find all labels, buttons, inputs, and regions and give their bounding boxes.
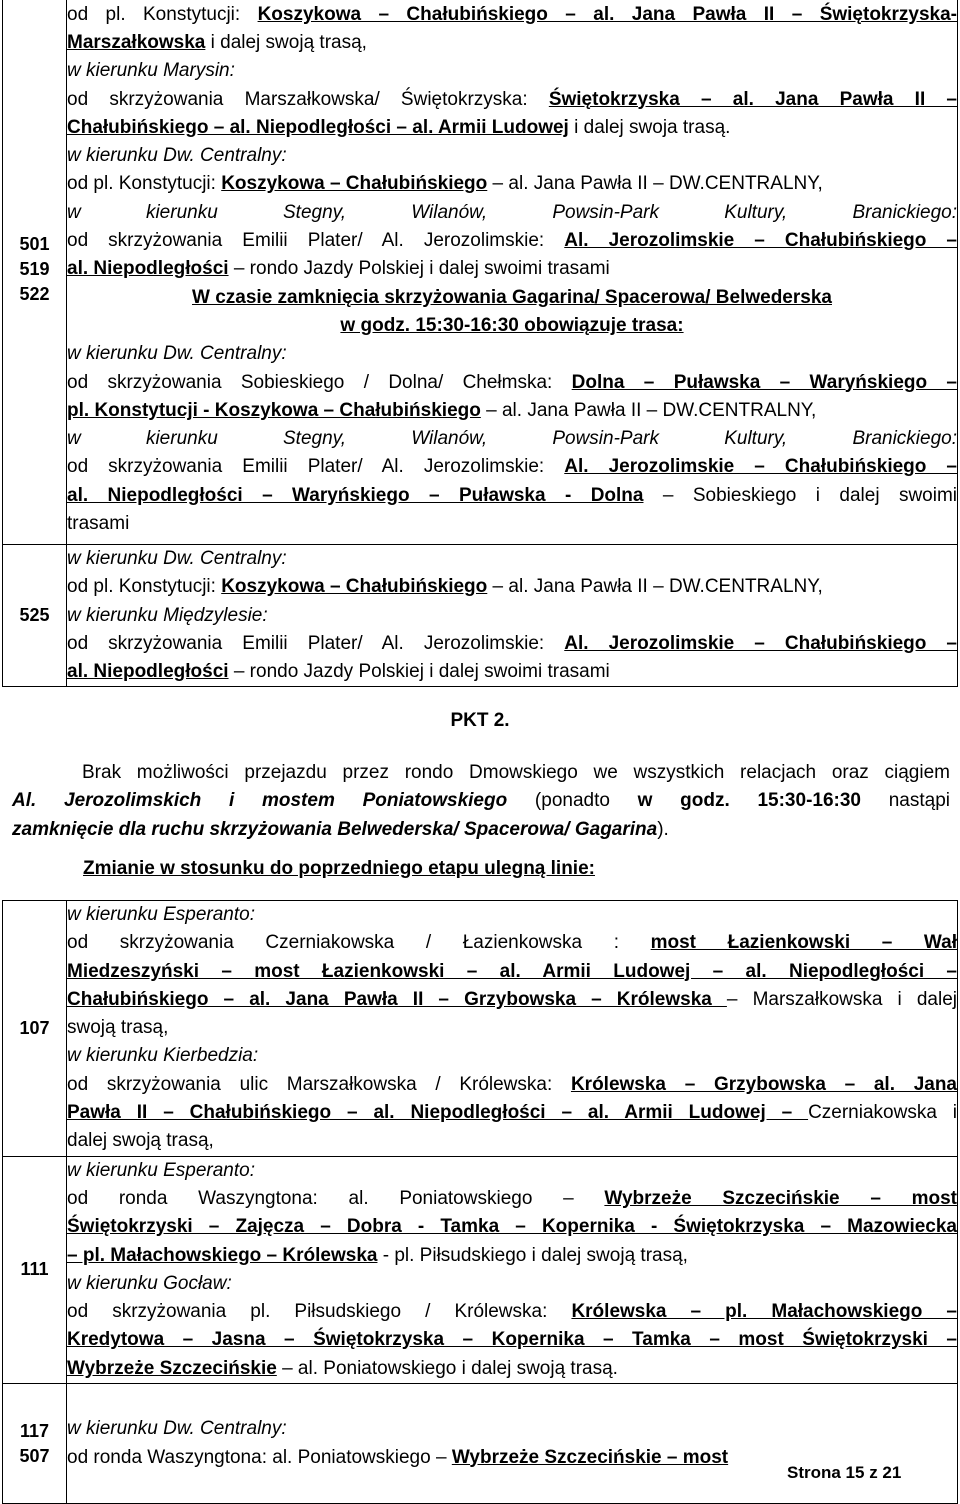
direction-label: w kierunku Dw. Centralny: xyxy=(67,1418,287,1440)
direction-label: w kierunku Dw. Centralny: xyxy=(67,145,287,167)
route-line xyxy=(67,1415,957,1443)
detour-route: Wybrzeże Szczecińskie – most xyxy=(451,1446,729,1468)
route-row xyxy=(3,1384,958,1504)
route-line xyxy=(67,57,957,85)
detour-route: Miedzeszyński – most Łazienkowski – al. Armii Ludowej – al. Niepodległości – xyxy=(67,960,957,982)
route-description xyxy=(67,0,958,545)
detour-route: Koszykowa – Chałubińskiego xyxy=(221,173,488,195)
route-line xyxy=(67,1298,957,1326)
detour-route: Koszykowa – Chałubińskiego xyxy=(221,576,488,598)
route-line xyxy=(67,901,957,929)
route-line xyxy=(67,114,957,142)
route-text: od skrzyżowania pl. Piłsudskiego / Królewska: xyxy=(67,1301,572,1323)
route-text: od pl. Konstytucji: xyxy=(67,173,222,195)
route-line xyxy=(67,453,957,481)
route-line xyxy=(67,369,957,397)
detour-route: w godz. 15:30-16:30 obowiązuje trasa: xyxy=(340,314,684,336)
detour-route: Pawła II – Chałubińskiego – al. Niepodległości – al. Armii Ludowej – xyxy=(67,1102,809,1124)
direction-label: w kierunku Dw. Centralny: xyxy=(67,548,287,569)
detour-route: Chałubińskiego – al. Niepodległości – al. Armii Ludowej xyxy=(67,116,569,138)
line-number: 525 xyxy=(19,605,50,626)
routes-table-1 xyxy=(2,0,958,687)
direction-label: w kierunku Międzylesie: xyxy=(67,604,268,626)
detour-route: Królewska – pl. Małachowskiego – xyxy=(571,1301,957,1323)
page-footer: Strona 15 z 21 xyxy=(787,1463,902,1482)
changes-heading: Zmianie w stosunku do poprzedniego etapu ulegną linie: xyxy=(83,858,595,879)
route-text: i dalej swoja trasą. xyxy=(568,116,731,138)
route-text: od ronda Waszyngtona: al. Poniatowskiego – xyxy=(67,1187,605,1209)
route-line xyxy=(67,199,957,227)
route-text: – al. Jana Pawła II – DW.CENTRALNY, xyxy=(487,576,823,598)
notice-text: zamknięcie dla ruchu skrzyżowania Belwederska/ Spacerowa/ Gagarina xyxy=(12,818,658,840)
direction-label: w kierunku Stegny, Wilanów, Powsin-Park Kultury, Branickiego: xyxy=(67,428,957,450)
line-number: 117 xyxy=(19,1420,50,1441)
detour-route: al. Niepodległości xyxy=(67,661,229,683)
notice-line xyxy=(12,787,950,815)
route-line xyxy=(67,1,957,29)
line-number: 501 xyxy=(19,234,50,254)
notice-text: Brak możliwości przejazdu przez rondo Dmowskiego we wszystkich relacjach oraz ciągiem xyxy=(82,762,950,783)
detour-route: Al. Jerozolimskie – Chałubińskiego – xyxy=(564,230,957,252)
detour-route: Świętokrzyska – al. Jana Pawła II – xyxy=(548,88,957,110)
route-text: dalej swoją trasą, xyxy=(67,1130,214,1152)
route-text: od ronda Waszyngtona: al. Poniatowskiego – xyxy=(67,1446,452,1468)
route-description xyxy=(67,901,958,1157)
route-line xyxy=(67,630,957,658)
route-line xyxy=(67,255,957,283)
route-text: Czerniakowska i xyxy=(808,1102,957,1124)
route-description xyxy=(67,545,958,687)
detour-route: al. Niepodległości xyxy=(67,258,229,280)
route-line xyxy=(67,1157,957,1185)
notice-text: (ponadto xyxy=(507,790,638,812)
route-text: od skrzyżowania Emilii Plater/ Al. Jerozolimskie: xyxy=(67,632,565,654)
direction-label: w kierunku Gocław: xyxy=(67,1272,232,1294)
route-line xyxy=(67,170,957,198)
detour-route: Marszałkowska xyxy=(67,31,206,53)
notice-text: w godz. 15:30-16:30 xyxy=(637,790,861,812)
detour-route: Świętokrzyski – Zajęcza – Dobra - Tamka – Kopernika - Świętokrzyska – Mazowiecka xyxy=(67,1216,957,1238)
detour-route: pl. Konstytucji - Koszykowa – Chałubińskiego xyxy=(67,399,481,421)
line-number: 111 xyxy=(20,1259,49,1280)
route-line xyxy=(67,929,957,957)
route-text: trasami xyxy=(67,513,130,535)
route-line xyxy=(67,573,957,601)
route-text: – Sobieskiego i dalej swoimi xyxy=(643,484,958,506)
notice-text: ). xyxy=(657,818,669,840)
routes-table-2 xyxy=(2,900,958,1504)
route-line xyxy=(67,29,957,57)
notice-text: Al. Jerozolimskich i mostem Poniatowskiego xyxy=(12,790,508,812)
route-text: - pl. Piłsudskiego i dalej swoją trasą, xyxy=(377,1244,688,1266)
line-number: 507 xyxy=(19,1445,50,1466)
detour-route: – pl. Małachowskiego – Królewska xyxy=(67,1244,378,1266)
route-row xyxy=(3,1156,958,1383)
detour-route: Al. Jerozolimskie – Chałubińskiego – xyxy=(564,456,957,478)
route-text: – al. Jana Pawła II – DW.CENTRALNY, xyxy=(487,173,823,195)
route-text: i dalej swoją trasą, xyxy=(205,31,367,53)
route-line xyxy=(67,340,957,368)
closure-notice xyxy=(12,759,950,844)
notice-line xyxy=(12,759,950,787)
route-line xyxy=(67,482,957,510)
line-number: 519 xyxy=(19,259,50,279)
line-number: 107 xyxy=(19,1017,50,1038)
route-row xyxy=(3,0,958,545)
route-description xyxy=(67,1156,958,1383)
detour-route: Chałubińskiego – al. Jana Pawła II – Grzybowska – Królewska xyxy=(67,988,727,1010)
line-number: 522 xyxy=(19,284,50,304)
route-line xyxy=(67,986,957,1014)
detour-route: Kredytowa – Jasna – Świętokrzyska – Kopernika – Tamka – most Świętokrzyski – xyxy=(67,1329,957,1351)
route-text: od skrzyżowania Emilii Plater/ Al. Jerozolimskie: xyxy=(67,456,565,478)
detour-route: W czasie zamknięcia skrzyżowania Gagarina/ Spacerowa/ Belwederska xyxy=(192,286,832,308)
detour-route: Wybrzeże Szczecińskie – most xyxy=(604,1187,958,1209)
route-text: – rondo Jazdy Polskiej i dalej swoimi trasami xyxy=(228,258,610,280)
route-text: – Marszałkowska i dalej xyxy=(726,988,957,1010)
detour-route: Wybrzeże Szczecińskie xyxy=(67,1357,277,1379)
route-text: – al. Poniatowskiego i dalej swoją trasą. xyxy=(276,1357,618,1379)
route-line xyxy=(67,1014,957,1042)
detour-route: most Łazienkowski – Wał xyxy=(650,932,957,954)
route-row xyxy=(3,901,958,1157)
route-text: od skrzyżowania Marszałkowska/ Świętokrzyska: xyxy=(67,88,549,110)
route-line xyxy=(67,1099,957,1127)
line-numbers xyxy=(3,1156,67,1383)
route-line xyxy=(67,1071,957,1099)
line-numbers xyxy=(3,545,67,687)
route-text: swoją trasą, xyxy=(67,1017,169,1039)
route-line xyxy=(67,545,957,573)
route-line xyxy=(67,1185,957,1213)
route-line xyxy=(67,142,957,170)
route-line xyxy=(67,397,957,425)
route-text: od pl. Konstytucji: xyxy=(67,576,222,598)
route-line xyxy=(67,658,957,686)
notice-text: nastąpi xyxy=(861,790,950,812)
route-text: od skrzyżowania ulic Marszałkowska / Królewska: xyxy=(67,1073,571,1095)
route-line xyxy=(67,1213,957,1241)
notice-line xyxy=(12,816,950,844)
route-text: od skrzyżowania Emilii Plater/ Al. Jerozolimskie: xyxy=(67,230,565,252)
route-description xyxy=(67,1384,958,1504)
route-text: od pl. Konstytucji: xyxy=(67,3,258,25)
route-line xyxy=(67,227,957,255)
route-text: – al. Jana Pawła II – DW.CENTRALNY, xyxy=(480,399,817,421)
route-line xyxy=(67,1355,957,1383)
detour-route: Królewska – Grzybowska – al. Jana xyxy=(570,1073,957,1095)
route-line xyxy=(67,1326,957,1354)
direction-label: w kierunku Esperanto: xyxy=(67,904,255,925)
route-line xyxy=(67,510,957,538)
route-line xyxy=(67,1270,957,1298)
route-line xyxy=(67,602,957,630)
detour-route: Dolna – Puławska – Waryńskiego – xyxy=(571,371,958,393)
direction-label: w kierunku Dw. Centralny: xyxy=(67,343,287,365)
route-text: od skrzyżowania Czerniakowska / Łazienkowska : xyxy=(67,932,651,954)
direction-label: w kierunku Esperanto: xyxy=(67,1159,255,1181)
line-numbers xyxy=(3,1384,67,1504)
direction-label: w kierunku Marysin: xyxy=(67,60,235,82)
route-text: od skrzyżowania Sobieskiego / Dolna/ Chełmska: xyxy=(67,371,572,393)
detour-route: Al. Jerozolimskie – Chałubińskiego – xyxy=(564,632,957,654)
detour-route: al. Niepodległości – Waryńskiego – Puławska - Dolna xyxy=(67,484,644,506)
route-line xyxy=(67,1042,957,1070)
route-line xyxy=(67,284,957,312)
route-line xyxy=(67,1242,957,1270)
route-line xyxy=(67,425,957,453)
line-numbers xyxy=(3,0,67,545)
detour-route: Koszykowa – Chałubińskiego – al. Jana Pawła II – Świętokrzyska- xyxy=(257,3,957,25)
route-row xyxy=(3,545,958,687)
route-line xyxy=(67,312,957,340)
line-numbers xyxy=(3,901,67,1157)
route-line xyxy=(67,958,957,986)
direction-label: w kierunku Kierbedzia: xyxy=(67,1045,259,1067)
direction-label: w kierunku Stegny, Wilanów, Powsin-Park Kultury, Branickiego: xyxy=(67,201,957,223)
section-heading: PKT 2. xyxy=(450,710,510,731)
route-line xyxy=(67,86,957,114)
route-text: – rondo Jazdy Polskiej i dalej swoimi trasami xyxy=(228,661,610,683)
route-line xyxy=(67,1127,957,1155)
